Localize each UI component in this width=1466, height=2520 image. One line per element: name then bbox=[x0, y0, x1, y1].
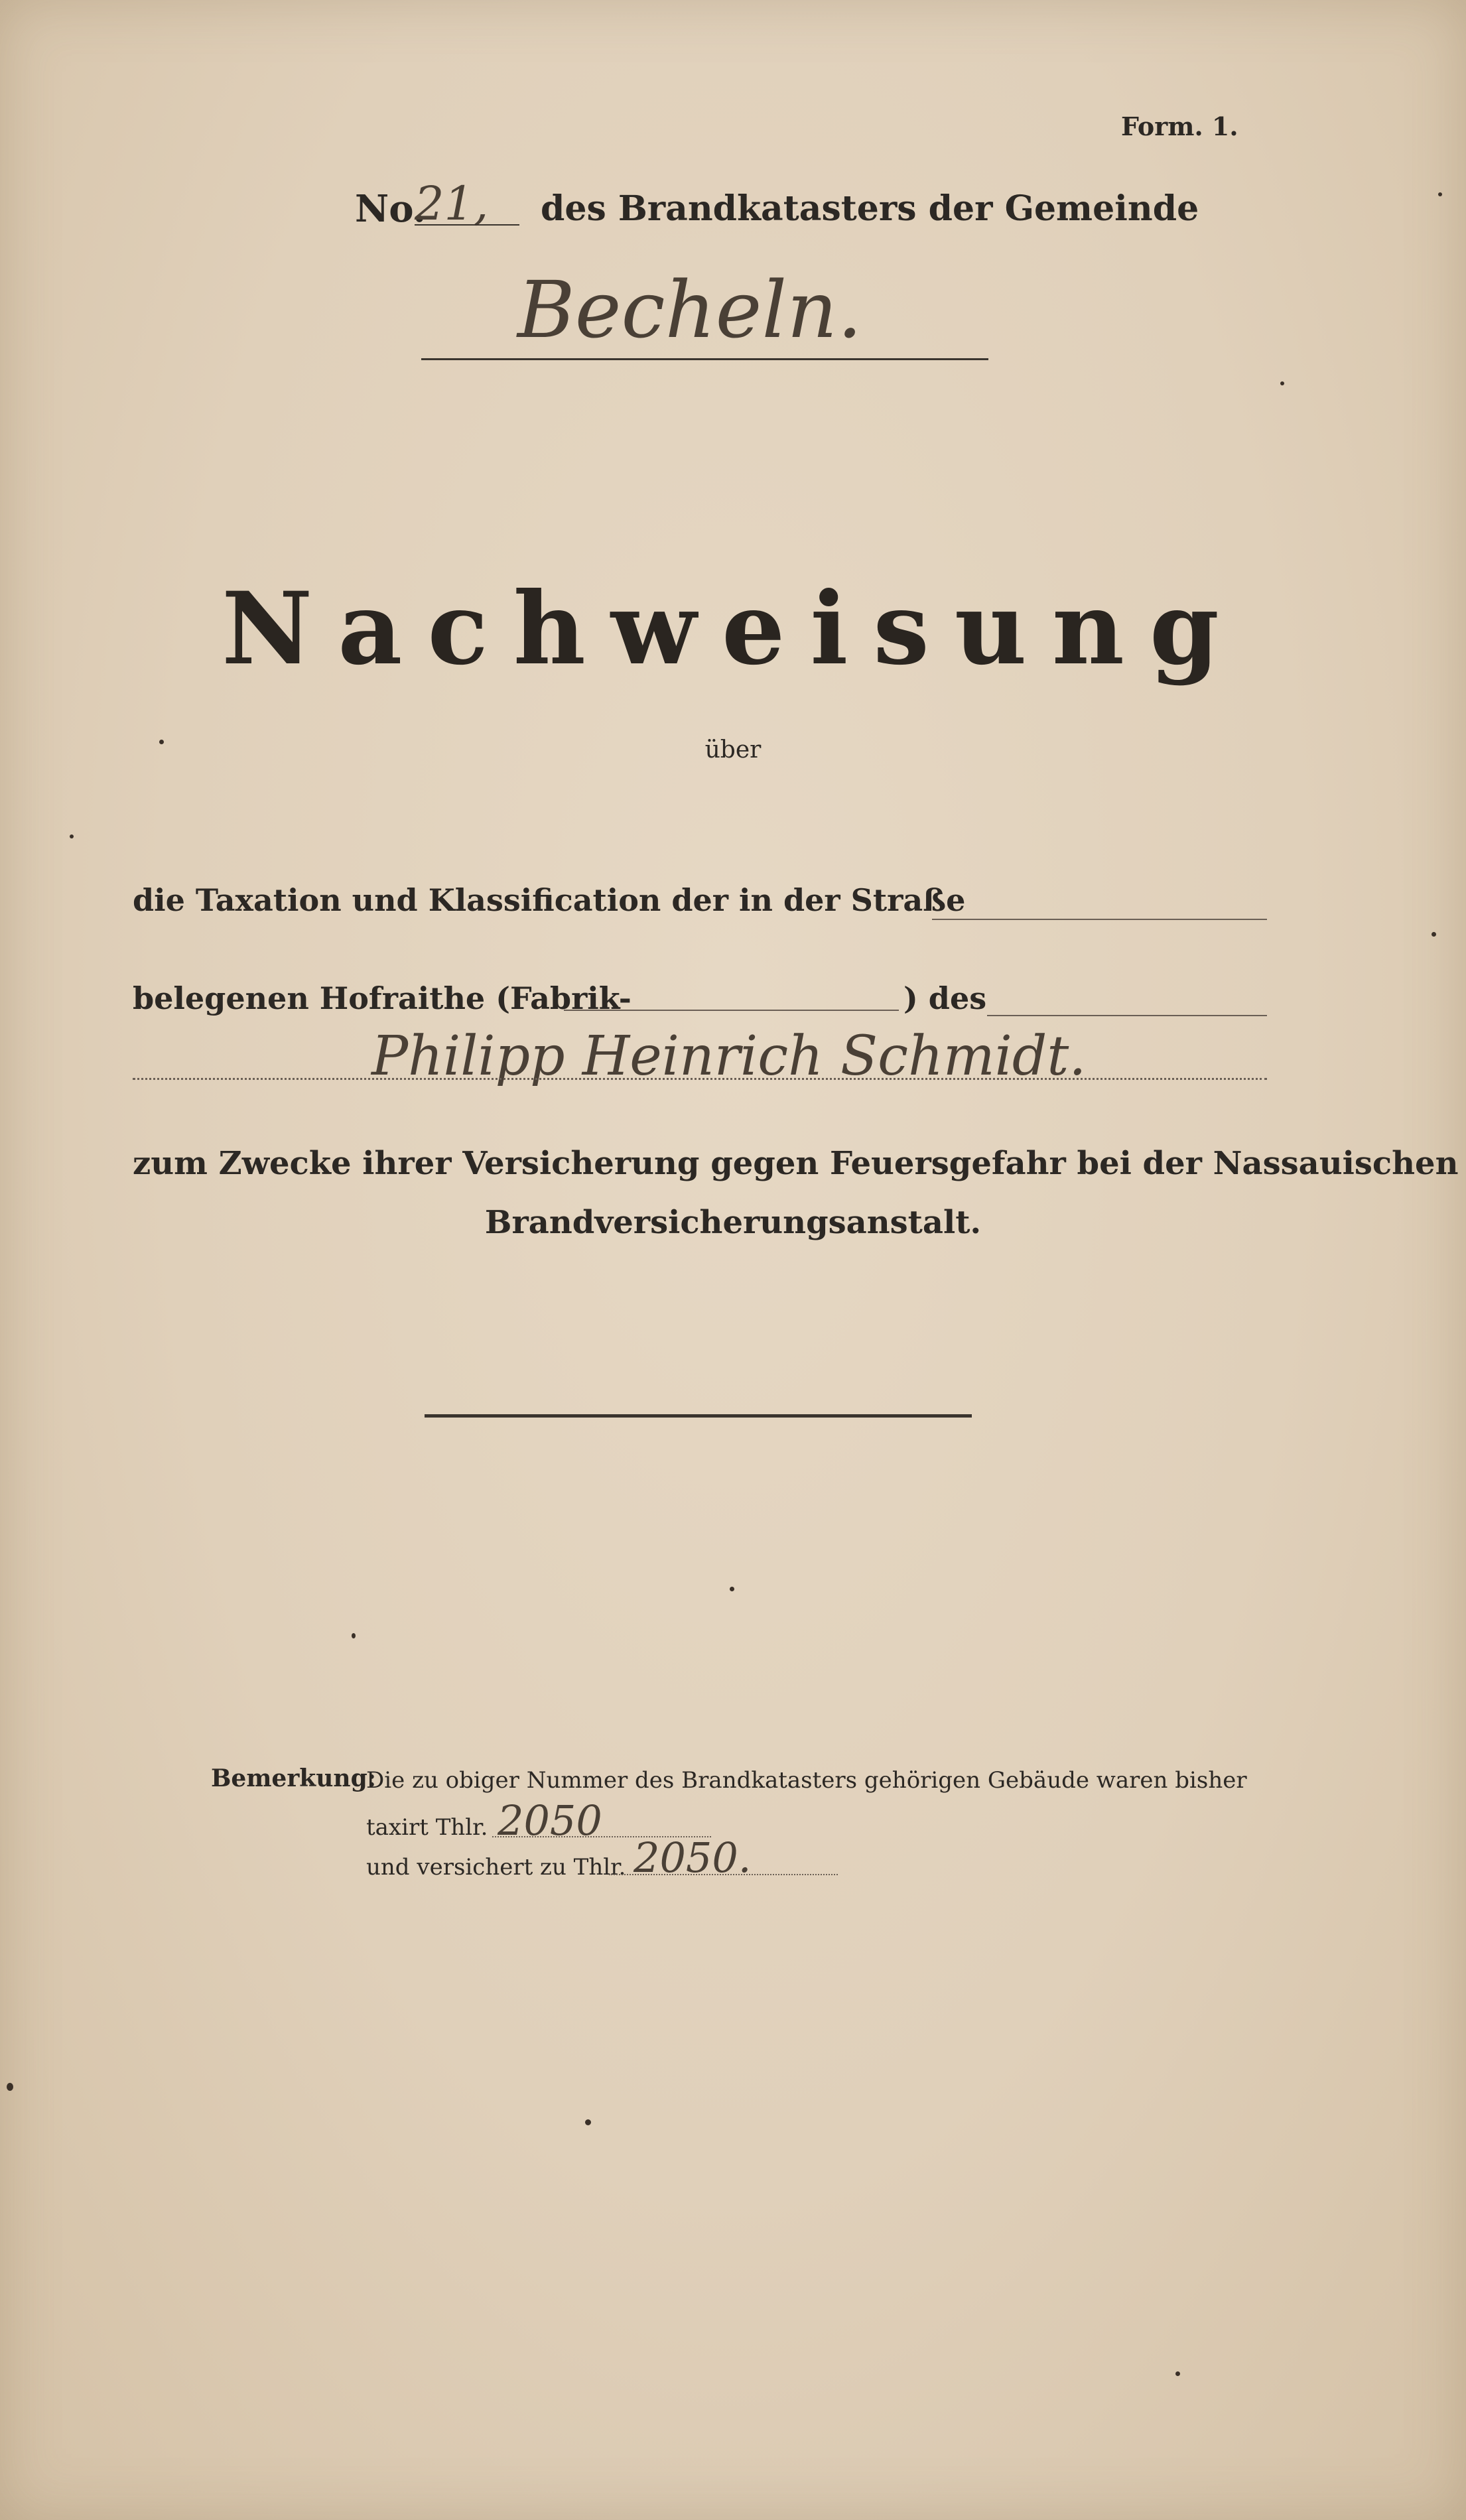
handwritten-municipality: Becheln. bbox=[517, 264, 862, 356]
paper-speck bbox=[1432, 932, 1436, 937]
remark-text: Die zu obiger Nummer des Brandkatasters gehörigen Gebäude waren bisher bbox=[366, 1767, 1247, 1794]
number-underline bbox=[415, 224, 519, 226]
institution-line: Brandversicherungsanstalt. bbox=[484, 1204, 982, 1241]
document-title: Nachweisung bbox=[222, 570, 1244, 687]
paper-speck bbox=[70, 834, 74, 838]
subtitle-ueber: über bbox=[704, 736, 762, 763]
handwritten-owner-name: Philipp Heinrich Schmidt. bbox=[371, 1025, 1087, 1088]
insured-label: und versichert zu Thlr. bbox=[366, 1854, 626, 1881]
municipality-underline bbox=[421, 358, 988, 360]
paper-speck bbox=[730, 1587, 734, 1591]
paper-speck bbox=[7, 2083, 13, 2091]
handwritten-number: 21, bbox=[415, 176, 489, 231]
owner-dotted-line bbox=[133, 1078, 1267, 1080]
taxation-line: die Taxation und Klassification der in der Straße bbox=[133, 882, 966, 918]
number-label: No. bbox=[355, 187, 427, 231]
paper-speck bbox=[159, 740, 164, 744]
factory-blank-line bbox=[564, 1010, 899, 1011]
remark-label: Bemerkung: bbox=[211, 1764, 377, 1792]
insured-dotted-line bbox=[609, 1874, 838, 1875]
paper-speck bbox=[1438, 192, 1442, 196]
paper-speck bbox=[352, 1633, 356, 1638]
taxed-label: taxirt Thlr. bbox=[366, 1814, 488, 1841]
property-line-end: ) des bbox=[903, 980, 987, 1016]
handwritten-taxed-amount: 2050 bbox=[498, 1796, 602, 1845]
paper-speck bbox=[1280, 381, 1284, 385]
form-number-label: Form. 1. bbox=[1121, 111, 1238, 141]
owner-prefix-blank-line bbox=[987, 1015, 1267, 1016]
street-blank-line bbox=[932, 919, 1267, 920]
purpose-line: zum Zwecke ihrer Versicherung gegen Feuersgefahr bei der Nassauischen bbox=[133, 1145, 1459, 1182]
property-line-start: belegenen Hofraithe (Fabrik- bbox=[133, 980, 632, 1016]
paper-speck bbox=[585, 2119, 591, 2125]
paper-speck bbox=[1175, 2371, 1180, 2376]
cadastre-heading: des Brandkatasters der Gemeinde bbox=[541, 188, 1199, 229]
separator-rule bbox=[425, 1414, 972, 1418]
handwritten-insured-amount: 2050. bbox=[633, 1833, 752, 1882]
